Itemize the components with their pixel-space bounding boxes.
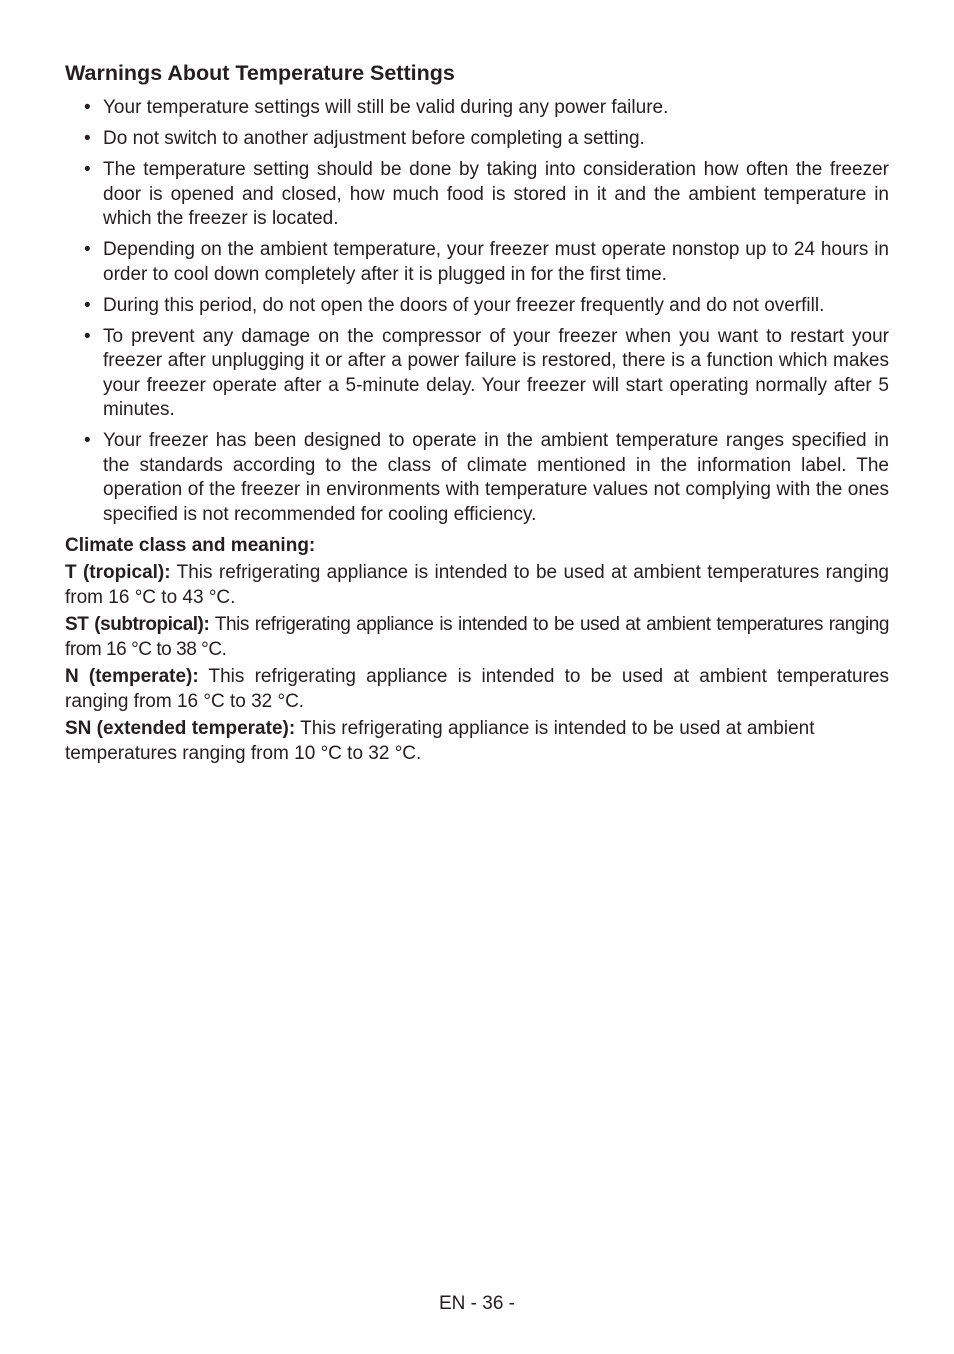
climate-class-description: This refrigerating appliance is intended to be used at ambient temperatures ranging from 16 °C to 38 °C.: [65, 614, 890, 660]
bullet-icon: •: [84, 239, 91, 260]
climate-class-label: SN (extended temperate):: [65, 718, 296, 739]
bullet-icon: •: [84, 159, 91, 180]
climate-class-label: T (tropical):: [65, 562, 171, 583]
section-heading: Warnings About Temperature Settings: [65, 61, 455, 85]
bullet-icon: •: [84, 97, 91, 118]
climate-class-subtropical: [65, 613, 889, 662]
list-item-text: Your freezer has been designed to operate in the ambient temperature ranges specified in the standards according to the class of climate mentioned in the information label. The operation of the freezer in environments with temperature values not complying with the ones specified is not recommended for cooling efficiency.: [103, 430, 889, 525]
bullet-icon: •: [84, 325, 91, 347]
list-item-text: To prevent any damage on the compressor of your freezer when you want to restart your freezer after unplugging it or after a power failure is restored, there is a function which makes your freezer operate after a 5-minute delay. Your freezer will start operating normally after 5 minutes.: [103, 325, 889, 420]
list-item-text: During this period, do not open the doors of your freezer frequently and do not overfill.: [103, 294, 825, 316]
climate-class-label: N (temperate):: [65, 666, 199, 687]
climate-class-description: This refrigerating appliance is intended to be used at ambient temperatures ranging from 10 °C to 32 °C.: [65, 718, 815, 764]
climate-class-temperate: [65, 665, 889, 714]
bullet-icon: •: [84, 430, 91, 451]
climate-class-title: Climate class and meaning:: [65, 534, 316, 556]
climate-class-description: This refrigerating appliance is intended to be used at ambient temperatures ranging from 16 °C to 43 °C.: [65, 562, 889, 608]
list-item-text: The temperature setting should be done by taking into consideration how often the freezer door is opened and closed, how much food is stored in it and the ambient temperature in which the freezer is located.: [103, 159, 889, 229]
list-item: [65, 294, 889, 319]
list-item: [65, 158, 889, 232]
list-item: [65, 238, 889, 287]
list-item: [65, 429, 889, 527]
list-item: [65, 96, 889, 121]
climate-class-description: This refrigerating appliance is intended to be used at ambient temperatures ranging from 16 °C to 32 °C.: [65, 666, 889, 712]
page-number: EN - 36 -: [438, 1293, 516, 1314]
page-content: [65, 58, 889, 769]
climate-class-extended-temperate: [65, 717, 889, 766]
list-item-text: Depending on the ambient temperature, your freezer must operate nonstop up to 24 hours in order to cool down completely after it is plugged in for the first time.: [103, 239, 889, 285]
bullet-icon: •: [84, 128, 91, 149]
list-item: [65, 325, 889, 423]
list-item-text: Your temperature settings will still be valid during any power failure.: [103, 97, 669, 118]
list-item-text: Do not switch to another adjustment before completing a setting.: [103, 128, 645, 149]
warnings-list: [65, 96, 889, 527]
climate-class-tropical: [65, 561, 889, 610]
bullet-icon: •: [84, 294, 91, 316]
climate-class-label: ST (subtropical):: [65, 614, 210, 635]
list-item: [65, 127, 889, 152]
